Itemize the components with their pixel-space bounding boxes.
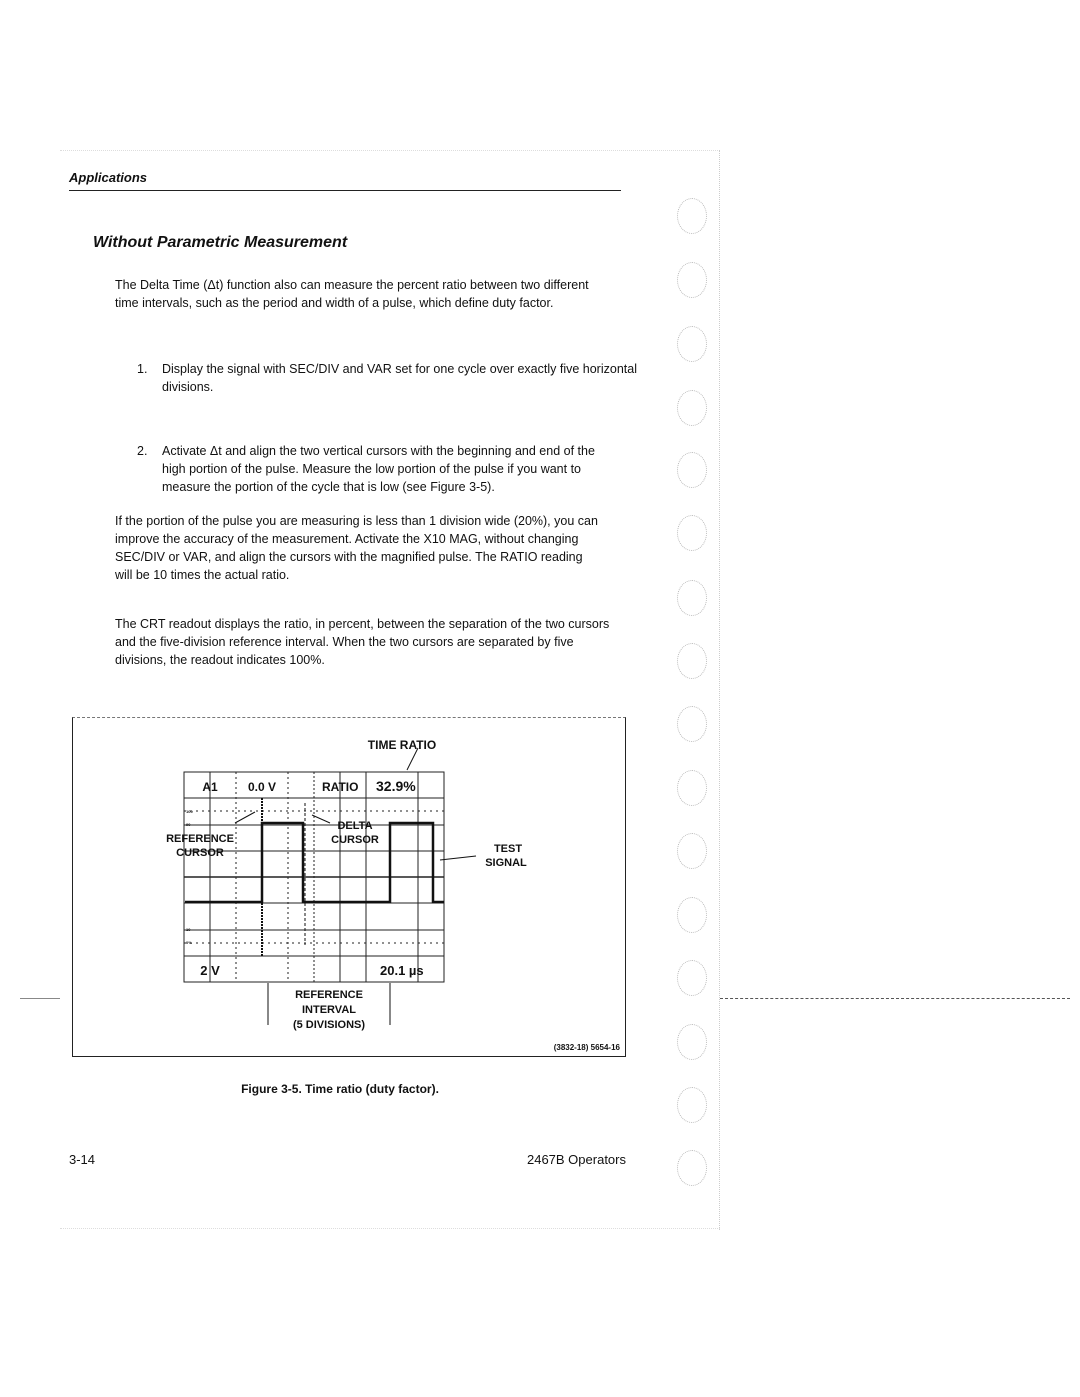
scale-mark: 0% [186, 940, 192, 945]
graticule [184, 772, 444, 982]
reference-cursor-label: CURSOR [176, 847, 224, 859]
page-title: Without Parametric Measurement [93, 234, 348, 251]
arrow [235, 812, 255, 823]
figure-caption: Figure 3-5. Time ratio (duty factor). [241, 1082, 439, 1096]
paragraph: If the portion of the pulse you are measuring is less than 1 division wide (20%), you can improve the accuracy of the measurement. Activate the X10 MAG, without changing SEC/DIV or VAR, and align the cursors with the magnified pulse. The RATIO reading will be 10 times the actual ratio. [115, 514, 598, 582]
reference-interval-label: INTERVAL [302, 1004, 356, 1016]
binder-hole-icon [677, 770, 707, 806]
scale-mark: 100 [186, 809, 193, 814]
binder-hole-icon [677, 198, 707, 234]
book-title: 2467B Operators [526, 1152, 626, 1167]
binder-hole-icon [677, 515, 707, 551]
binder-hole-icon [677, 897, 707, 933]
test-signal-label: SIGNAL [485, 857, 527, 869]
crt-diagram [0, 0, 680, 1070]
volts-div-readout: 2 V [200, 963, 220, 978]
arrow [440, 856, 476, 860]
delta-time-readout: 20.1 µs [380, 963, 424, 978]
binder-hole-icon [677, 960, 707, 996]
binder-hole-icon [677, 643, 707, 679]
page-edge [60, 1228, 720, 1229]
channel-readout: A1 [202, 780, 218, 794]
scale-mark: 10 [186, 927, 191, 932]
binding-margin [719, 150, 721, 1230]
paragraph: The CRT readout displays the ratio, in percent, between the separation of the two cursors and the five-division reference interval. When the two cursors are separated by five divisions, the readout indicates 100%. [115, 617, 610, 667]
binder-hole-icon [677, 580, 707, 616]
binder-hole-icon [677, 326, 707, 362]
reference-interval-label: (5 DIVISIONS) [292, 1019, 366, 1031]
ratio-value: 32.9% [376, 778, 416, 794]
intro-paragraph: The Delta Time (Δt) function also can measure the percent ratio between two different time intervals, such as the period and width of a pulse, which define duty factor. [115, 278, 589, 310]
binder-hole-icon [677, 833, 707, 869]
arrow [312, 815, 330, 823]
level-readout: 0.0 V [247, 780, 277, 794]
scale-mark: 90 [186, 822, 191, 827]
list-number: 2. [137, 444, 148, 458]
test-signal-label: TEST [493, 843, 523, 855]
binder-hole-icon [677, 452, 707, 488]
list-text: Activate Δt and align the two vertical cursors with the beginning and end of the high portion of the pulse. Measure the low portion of the pulse if you want to measure the portion of the cycle that is low (see Figure 3-5). [162, 444, 595, 494]
delta-cursor-label: DELTA [337, 820, 373, 832]
binder-hole-icon [677, 390, 707, 426]
binder-hole-icon [677, 706, 707, 742]
section-header: Applications [69, 170, 148, 185]
delta-cursor-label: CURSOR [331, 834, 379, 846]
binder-hole-icon [677, 1024, 707, 1060]
binder-hole-icon [677, 1087, 707, 1123]
page-number: 3-14 [69, 1152, 96, 1167]
list-text: Display the signal with SEC/DIV and VAR set for one cycle over exactly five horizontal divisions. [162, 362, 637, 394]
reference-cursor-label: REFERENCE [166, 833, 234, 845]
binder-hole-icon [677, 262, 707, 298]
figure-code: (3832-18) 5654-16 [553, 1043, 620, 1052]
time-ratio-label: TIME RATIO [367, 738, 437, 752]
ratio-label: RATIO [322, 780, 359, 794]
reference-interval-label: REFERENCE [295, 989, 363, 1001]
list-number: 1. [137, 362, 148, 376]
divider [720, 998, 1070, 999]
binder-hole-icon [677, 1150, 707, 1186]
